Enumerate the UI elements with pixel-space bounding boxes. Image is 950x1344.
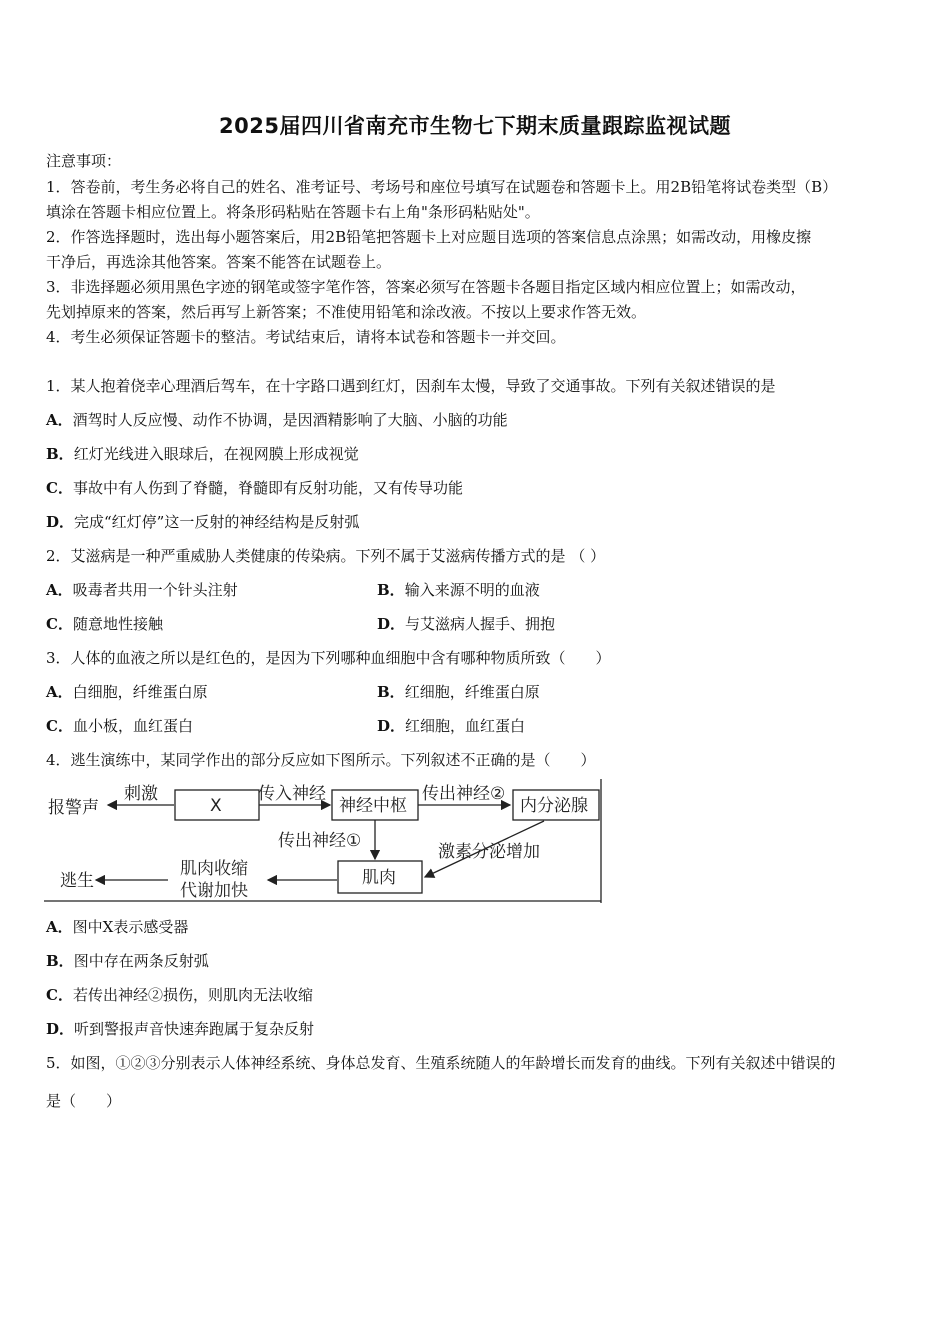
page-title: 2025届四川省南充市生物七下期末质量跟踪监视试题 bbox=[219, 114, 731, 138]
option-d bbox=[377, 716, 525, 736]
center-label: 神经中枢 bbox=[339, 796, 407, 816]
efferent1-label: 传出神经① bbox=[278, 831, 362, 851]
option-text: 完成“红灯停”这一反射的神经结构是反射弧 bbox=[74, 513, 360, 531]
option-a bbox=[46, 917, 188, 937]
option-d bbox=[46, 1019, 314, 1039]
option-text: 红细胞，纤维蛋白原 bbox=[404, 683, 540, 701]
option-text: 事故中有人伤到了脊髓，脊髓即有反射功能，又有传导功能 bbox=[72, 479, 463, 497]
option-text: 红细胞，血红蛋白 bbox=[405, 717, 526, 735]
option-label: D． bbox=[377, 615, 406, 633]
question-stem-continued: 是（ ） bbox=[46, 1092, 122, 1110]
option-b bbox=[377, 580, 540, 600]
notice-line: 干净后，再选涂其他答案。答案不能答在试题卷上。 bbox=[46, 253, 392, 271]
notice-line: 2．作答选择题时，选出每小题答案后，用2B铅笔把答题卡上对应题目选项的答案信息点涂黑；如需改动，用橡皮擦 bbox=[46, 228, 812, 246]
notice-line: 1．答卷前，考生务必将自己的姓名、准考证号、考场号和座位号填写在试题卷和答题卡上。用2B铅笔将试卷类型（B） bbox=[46, 178, 838, 196]
option-text: 听到警报声音快速奔跑属于复杂反射 bbox=[74, 1020, 315, 1038]
option-text: 图中X表示感受器 bbox=[72, 918, 189, 936]
notice-line: 4．考生必须保证答题卡的整洁。考试结束后，请将本试卷和答题卡一并交回。 bbox=[46, 328, 566, 346]
option-text: 输入来源不明的血液 bbox=[404, 581, 540, 599]
notice-heading: 注意事项： bbox=[46, 152, 122, 170]
option-label: D． bbox=[377, 717, 406, 735]
option-label: B． bbox=[46, 952, 74, 970]
option-label: B． bbox=[46, 445, 74, 463]
question-stem: 4．逃生演练中，某同学作出的部分反应如下图所示。下列叙述不正确的是（ ） bbox=[46, 751, 596, 769]
notice-line: 填涂在答题卡相应位置上。将条形码粘贴在答题卡右上角"条形码粘贴处"。 bbox=[46, 203, 540, 221]
option-label: D． bbox=[46, 1020, 75, 1038]
option-text: 白细胞，纤维蛋白原 bbox=[72, 683, 208, 701]
option-text: 红灯光线进入眼球后，在视网膜上形成视觉 bbox=[73, 445, 359, 463]
question-stem: 3．人体的血液之所以是红色的，是因为下列哪种血细胞中含有哪种物质所致（ ） bbox=[46, 649, 611, 667]
option-label: A． bbox=[46, 918, 73, 936]
contract-label-1: 肌肉收缩 bbox=[180, 859, 248, 879]
contract-label-2: 代谢加快 bbox=[180, 881, 248, 901]
option-d bbox=[46, 512, 359, 532]
option-label: C． bbox=[46, 986, 73, 1004]
notice-line: 3．非选择题必须用黑色字迹的钢笔或签字笔作答，答案必须写在答题卡各题目指定区域内相应位置上；如需改动， bbox=[46, 278, 806, 296]
option-b bbox=[46, 444, 359, 464]
option-label: A． bbox=[46, 411, 73, 429]
option-text: 图中存在两条反射弧 bbox=[73, 952, 209, 970]
gland-label: 内分泌腺 bbox=[520, 796, 588, 816]
option-label: C． bbox=[46, 615, 73, 633]
option-d bbox=[377, 614, 555, 634]
notice-line: 先划掉原来的答案，然后再写上新答案；不准使用铅笔和涂改液。不按以上要求作答无效。 bbox=[46, 303, 647, 321]
alarm-label: 报警声 bbox=[48, 798, 99, 818]
option-label: A． bbox=[46, 581, 73, 599]
option-text: 随意地性接触 bbox=[72, 615, 163, 633]
reflex-diagram bbox=[44, 779, 604, 903]
question-stem: 1．某人抱着侥幸心理酒后驾车，在十字路口遇到红灯，因刹车太慢，导致了交通事故。下列有关叙述错误的是 bbox=[46, 377, 776, 395]
question-stem: 5．如图，①②③分别表示人体神经系统、身体总发育、生殖系统随人的年龄增长而发育的曲线。下列有关叙述中错误的 bbox=[46, 1054, 836, 1072]
option-label: C． bbox=[46, 479, 73, 497]
receptor-x-label: X bbox=[210, 796, 222, 816]
option-a bbox=[46, 410, 508, 430]
escape-label: 逃生 bbox=[60, 871, 94, 891]
option-c bbox=[46, 985, 313, 1005]
option-text: 酒驾时人反应慢、动作不协调，是因酒精影响了大脑、小脑的功能 bbox=[72, 411, 508, 429]
option-text: 与艾滋病人握手、拥抱 bbox=[405, 615, 556, 633]
option-label: D． bbox=[46, 513, 75, 531]
option-label: C． bbox=[46, 717, 73, 735]
option-a bbox=[46, 580, 238, 600]
option-c bbox=[46, 716, 193, 736]
option-b bbox=[46, 951, 209, 971]
option-label: A． bbox=[46, 683, 73, 701]
option-c bbox=[46, 614, 163, 634]
option-a bbox=[46, 682, 208, 702]
option-label: B． bbox=[377, 581, 405, 599]
stimulus-label: 刺激 bbox=[124, 784, 158, 804]
hormone-label: 激素分泌增加 bbox=[438, 842, 540, 862]
option-text: 血小板，血红蛋白 bbox=[72, 717, 193, 735]
option-c bbox=[46, 478, 463, 498]
question-stem: 2．艾滋病是一种严重威胁人类健康的传染病。下列不属于艾滋病传播方式的是 （ ） bbox=[46, 547, 606, 565]
option-b bbox=[377, 682, 540, 702]
afferent-label: 传入神经 bbox=[258, 784, 326, 804]
option-label: B． bbox=[377, 683, 405, 701]
option-text: 吸毒者共用一个针头注射 bbox=[72, 581, 238, 599]
efferent2-label: 传出神经② bbox=[422, 784, 506, 804]
option-text: 若传出神经②损伤，则肌肉无法收缩 bbox=[72, 986, 313, 1004]
muscle-label: 肌肉 bbox=[362, 868, 396, 888]
